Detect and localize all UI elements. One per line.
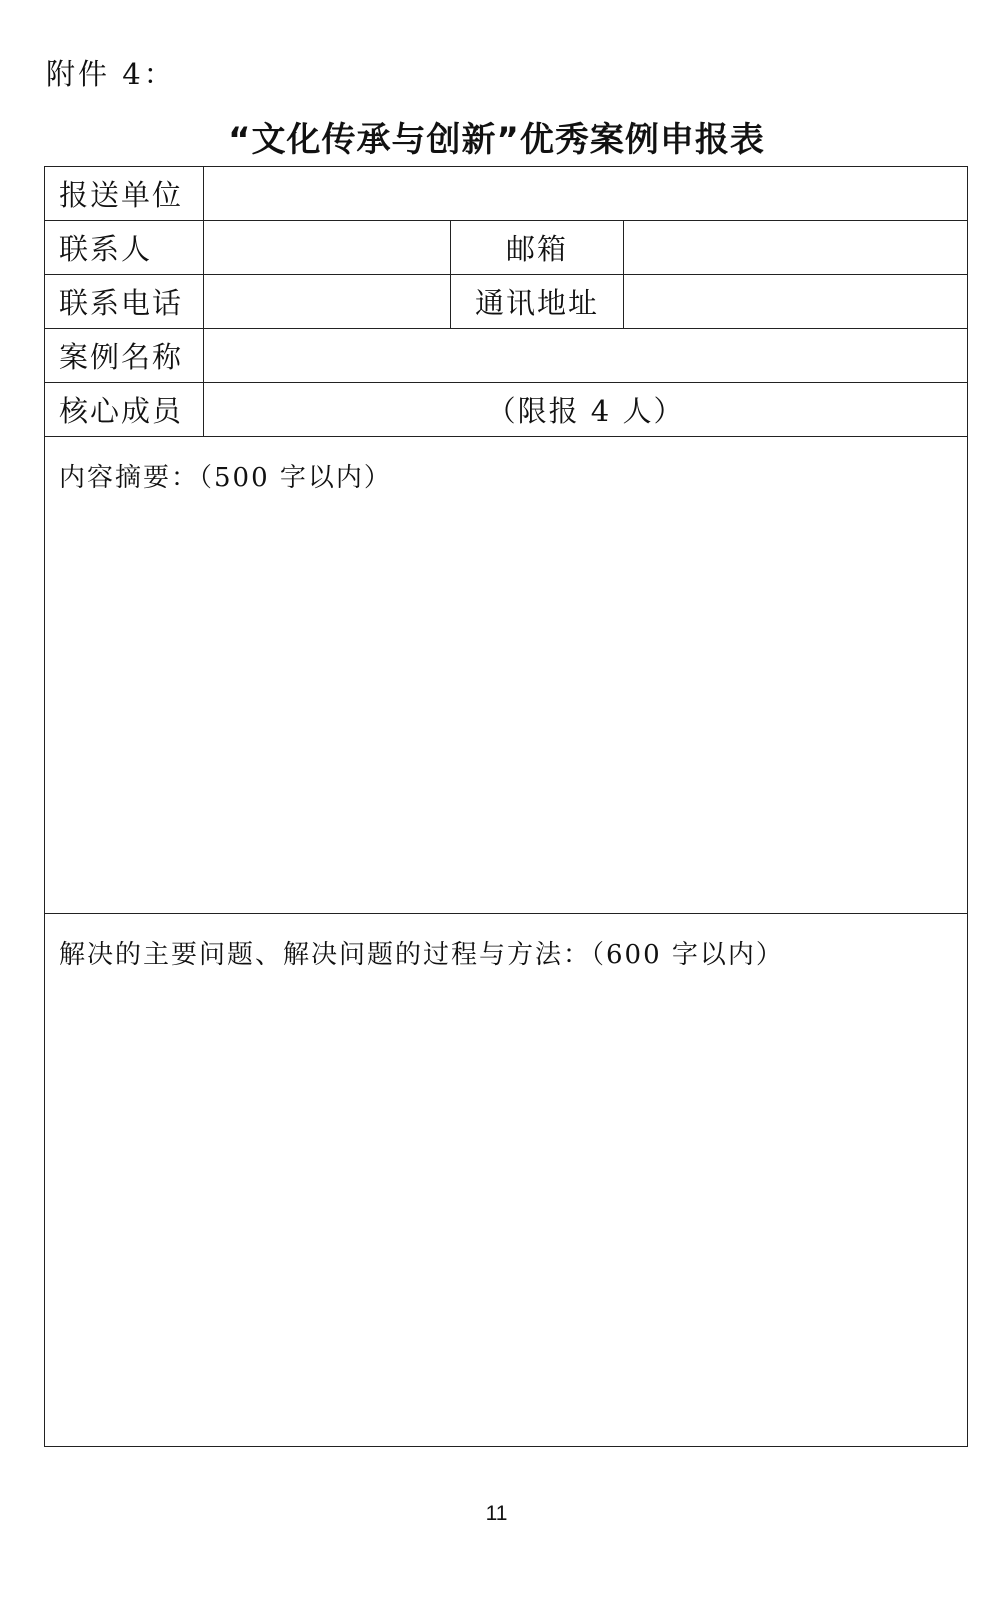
email-field[interactable]: [624, 221, 968, 275]
row-contact-email: [45, 221, 968, 275]
row-phone-address: [45, 275, 968, 329]
address-label: 通讯地址: [451, 275, 624, 329]
row-submitting-unit: [45, 167, 968, 221]
contact-person-label: 联系人: [45, 221, 204, 275]
case-name-field[interactable]: [204, 329, 968, 383]
core-members-field[interactable]: （限报 4 人）: [204, 383, 968, 437]
phone-label: 联系电话: [45, 275, 204, 329]
submitting-unit-field[interactable]: [204, 167, 968, 221]
page-number: 11: [485, 1502, 508, 1525]
address-field[interactable]: [624, 275, 968, 329]
contact-person-field[interactable]: [204, 221, 451, 275]
core-members-label: 核心成员: [45, 383, 204, 437]
summary-field[interactable]: 内容摘要：（500 字以内）: [45, 437, 968, 914]
email-label: 邮箱: [451, 221, 624, 275]
row-summary: [45, 437, 968, 914]
row-problems: [45, 914, 968, 1447]
problems-field[interactable]: 解决的主要问题、解决问题的过程与方法：（600 字以内）: [45, 914, 968, 1447]
phone-field[interactable]: [204, 275, 451, 329]
case-name-label: 案例名称: [45, 329, 204, 383]
row-case-name: [45, 329, 968, 383]
row-core-members: [45, 383, 968, 437]
attachment-label: 附件 4：: [46, 57, 176, 91]
form-title: “文化传承与创新”优秀案例申报表: [228, 120, 765, 160]
application-form-table: [44, 166, 968, 1447]
submitting-unit-label: 报送单位: [45, 167, 204, 221]
